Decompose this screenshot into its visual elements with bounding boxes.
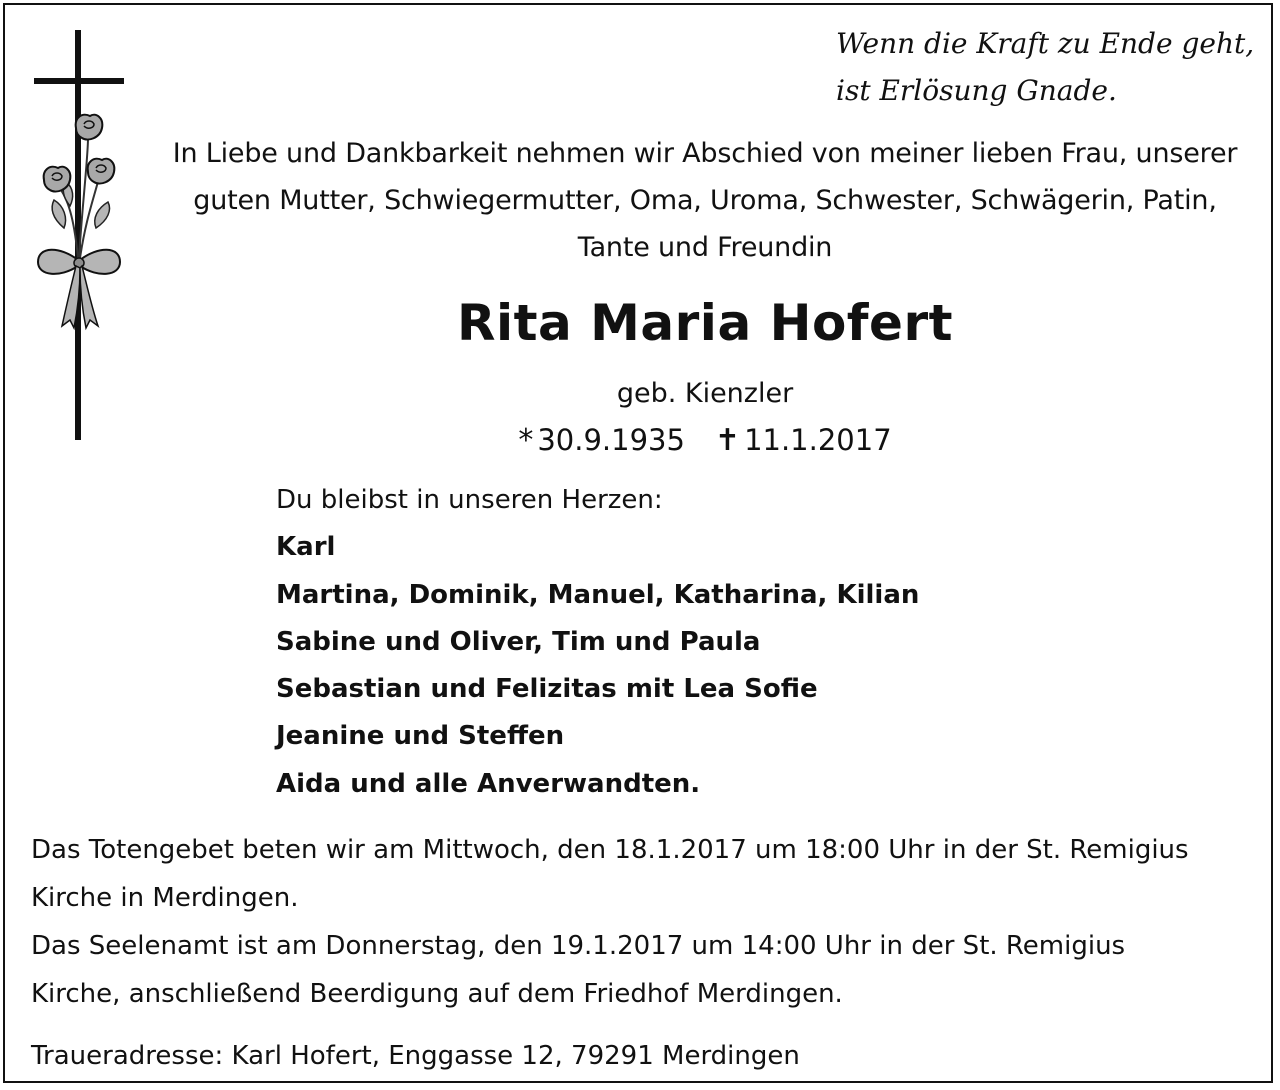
cross-with-roses-icon bbox=[30, 28, 130, 448]
birth-date: 30.9.1935 bbox=[537, 423, 685, 457]
service-line: Das Totengebet beten wir am Mittwoch, den 18.1.2017 um 18:00 Uhr in der St. Remigius bbox=[31, 835, 1189, 865]
service-details bbox=[31, 826, 1271, 1018]
mourners-list bbox=[276, 477, 1236, 808]
motto-quote bbox=[836, 20, 1266, 114]
mourner-line: Martina, Dominik, Manuel, Katharina, Kilian bbox=[276, 579, 920, 610]
life-dates bbox=[160, 417, 1250, 464]
intro-line: Tante und Freundin bbox=[577, 232, 833, 263]
service-line: Kirche, anschließend Beerdigung auf dem Friedhof Merdingen. bbox=[31, 979, 843, 1009]
motto-line: Wenn die Kraft zu Ende geht, bbox=[836, 27, 1255, 60]
mourners-lead: Du bleibst in unseren Herzen: bbox=[276, 485, 663, 515]
intro-line: In Liebe und Dankbarkeit nehmen wir Abschied von meiner lieben Frau, unserer bbox=[172, 138, 1238, 169]
death-cross-icon: ✝ bbox=[714, 423, 741, 458]
birth-star-icon: * bbox=[518, 423, 534, 458]
service-line: Das Seelenamt ist am Donnerstag, den 19.1.2017 um 14:00 Uhr in der St. Remigius bbox=[31, 931, 1126, 961]
intro-line: guten Mutter, Schwiegermutter, Oma, Uroma, Schwester, Schwägerin, Patin, bbox=[193, 185, 1217, 216]
death-date: 11.1.2017 bbox=[744, 423, 892, 457]
maiden-name: geb. Kienzler bbox=[616, 378, 794, 409]
mourner-line: Jeanine und Steffen bbox=[276, 721, 565, 752]
mourner-line: Aida und alle Anverwandten. bbox=[276, 768, 701, 799]
mourner-line: Karl bbox=[276, 532, 336, 563]
motto-line: ist Erlösung Gnade. bbox=[836, 74, 1117, 107]
mourner-line: Sebastian und Felizitas mit Lea Sofie bbox=[276, 674, 818, 705]
service-line: Kirche in Merdingen. bbox=[31, 883, 299, 913]
deceased-name: Rita Maria Hofert bbox=[456, 294, 954, 352]
intro-paragraph bbox=[160, 130, 1250, 271]
mourning-address: Traueradresse: Karl Hofert, Enggasse 12, 79291 Merdingen bbox=[31, 1041, 800, 1071]
mourner-line: Sabine und Oliver, Tim und Paula bbox=[276, 626, 761, 657]
